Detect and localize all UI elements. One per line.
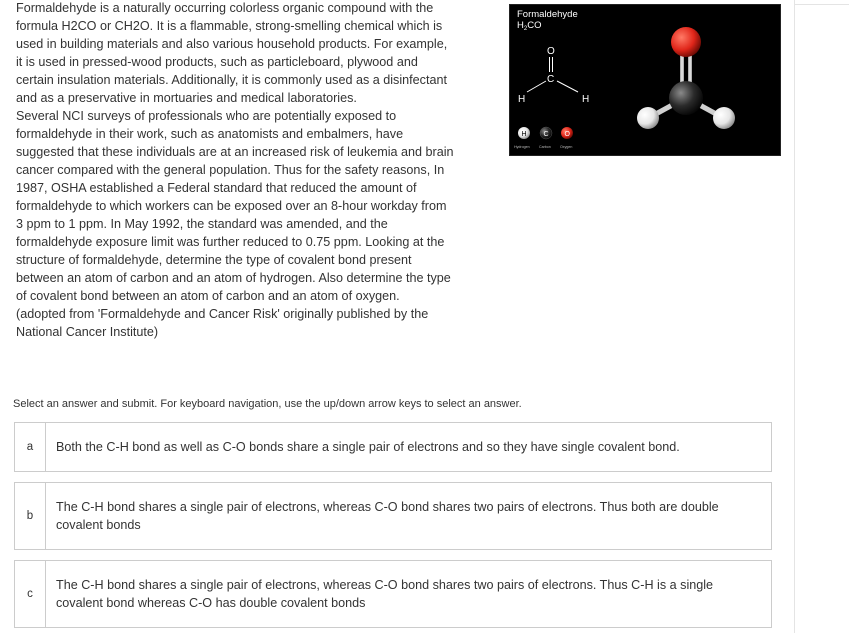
- carbon-atom-ball: [669, 81, 703, 115]
- option-text: The C-H bond shares a single pair of electrons, whereas C-O bond shares two pairs of electrons. Thus C-H is a single covalent bond whereas C-O has double covalent bonds: [56, 578, 714, 610]
- option-text: The C-H bond shares a single pair of electrons, whereas C-O bond shares two pairs of electrons. Thus both are double covalent bonds: [56, 500, 719, 532]
- figure-formula: $H_2CO$: [517, 20, 542, 32]
- passage-paragraph-2: Several NCI surveys of professionals who are potentially exposed to formaldehyde in their work, such as anatomists and embalmers, have suggested that these individuals are at an increased risk of leukemia and brain cancer compared with the general population. Thus for the safety reasons, In 1987, OSHA established a Federal standard that reduced the amount of formaldehyde to which workers can be exposed over an 8-hour workday from 3 ppm to 1 ppm. In May 1992, the standard was amended, and the formaldehyde exposure limit was further reduced to 0.75 ppm. Looking at the structure of formaldehyde, determine the type of covalent bond present between an atom of carbon and an atom of hydrogen. Also determine the type of covalent bond between an atom of carbon and an atom of oxygen.: [16, 109, 454, 303]
- option-letter: a: [15, 423, 46, 471]
- double-bond-stick-left: [680, 53, 684, 83]
- oxygen-atom-ball: [671, 27, 701, 57]
- hydrogen-atom-ball-left: [637, 107, 659, 129]
- double-bond-stick-right: [688, 53, 692, 83]
- right-divider: [794, 0, 795, 633]
- legend-hydrogen-symbol: H: [521, 131, 527, 138]
- formaldehyde-structure-figure: [509, 4, 781, 156]
- structural-oxygen-label: O: [547, 46, 555, 57]
- answer-instruction: Select an answer and submit. For keyboard navigation, use the up/down arrow keys to select an answer.: [13, 398, 522, 410]
- passage-source: (adopted from 'Formaldehyde and Cancer Risk' originally published by the National Cancer Institute): [16, 307, 429, 339]
- structural-carbon-label: C: [547, 74, 555, 85]
- structural-formula: [518, 46, 589, 105]
- formaldehyde-diagram: [510, 5, 780, 155]
- legend-carbon-symbol: C: [543, 131, 549, 138]
- answer-option-c[interactable]: [14, 560, 772, 628]
- question-passage: [16, 0, 456, 341]
- legend-oxygen-label: Oxygen: [560, 145, 573, 149]
- hydrogen-atom-ball-right: [713, 107, 735, 129]
- structural-hydrogen-right-label: H: [582, 94, 590, 105]
- option-letter: c: [15, 561, 46, 627]
- option-text: Both the C-H bond as well as C-O bonds share a single pair of electrons and so they have single covalent bond.: [56, 440, 680, 454]
- answer-option-b[interactable]: [14, 482, 772, 550]
- top-divider: [794, 4, 849, 5]
- answer-option-a[interactable]: [14, 422, 772, 472]
- passage-paragraph-1: Formaldehyde is a naturally occurring colorless organic compound with the formula H2CO or CH2O. It is a flammable, strong-smelling chemical which is used in building materials and also various household products. For example, it is used in pressed-wood products, such as particleboard, plywood and certain insulation materials. Additionally, it is commonly used as a disinfectant and as a preservative in mortuaries and medical laboratories.: [16, 1, 448, 105]
- legend-carbon-label: Carbon: [539, 145, 551, 149]
- option-letter: b: [15, 483, 46, 549]
- figure-title: Formaldehyde: [517, 9, 578, 20]
- structural-hydrogen-left-label: H: [518, 94, 526, 105]
- legend-oxygen-symbol: O: [564, 131, 570, 138]
- ball-and-stick-model: [637, 27, 735, 129]
- legend-hydrogen-label: Hydrogen: [514, 145, 530, 149]
- atom-legend: [514, 127, 573, 149]
